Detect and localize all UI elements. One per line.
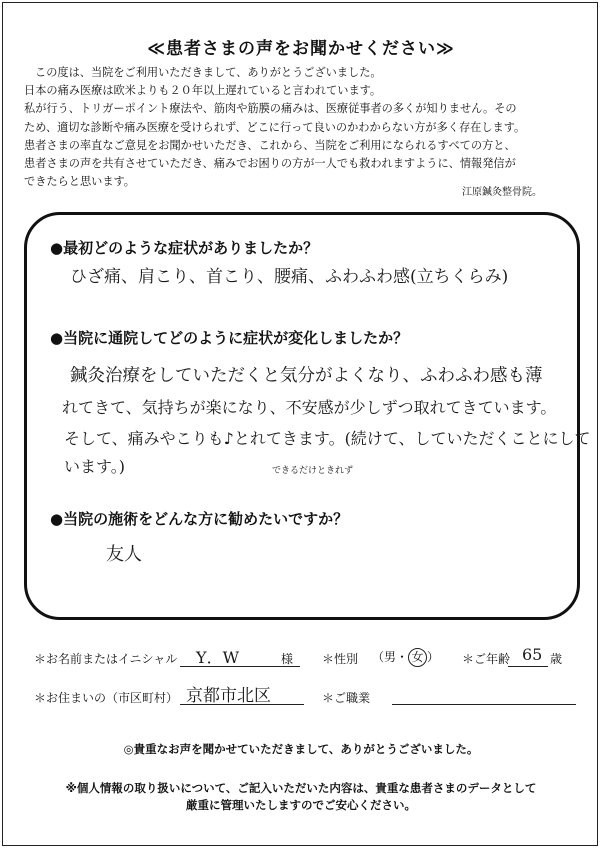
age-label: ＊ご年齢 — [462, 652, 511, 666]
intro-line: 患者さまの声を共有させていただき、痛みでお困りの方が一人でも救われますように、情報発信が — [24, 157, 516, 171]
gender-male[interactable]: 男 — [384, 650, 397, 664]
intro-line: 日本の痛み医療は欧米よりも２０年以上遅れていると言われています。 — [24, 84, 382, 98]
clinic-signature: 江原鍼灸整骨院。 — [462, 187, 542, 198]
answer-3: 友人 — [106, 544, 142, 565]
intro-line: ため、適切な診断や痛み医療を受けられず、どこに行って良いのかわからない方が多く存在します。 — [24, 120, 526, 134]
privacy-note-line1: ※個人情報の取り扱いについて、ご記入いただいた内容は、貴重な患者さまのデータとして — [65, 781, 537, 795]
thanks-note: ◎貴重なお声を聞かせていただきまして、ありがとうございました。 — [123, 742, 479, 756]
intro-line: 私が行う、トリガーポイント療法や、筋肉や筋膜の痛みは、医療従事者の多くが知りません。その — [24, 102, 517, 116]
age-underline — [508, 666, 548, 667]
name-label: ＊お名前またはイニシャル — [34, 652, 178, 666]
page-title: ≪患者さまの声をお聞かせください≫ — [147, 39, 455, 59]
answer-2-line: れてきて、気持ちが楽になり、不安感が少しずつ取れてきています。 — [62, 398, 557, 417]
answer-2-note: できるだけときれず — [272, 466, 354, 476]
answer-2-line: 鍼灸治療をしていただくと気分がよくなり、ふわふわ感も薄 — [70, 366, 543, 386]
answer-2-line: そして、痛みやこりも♪とれてきます。(続けて、していただくことにして — [64, 429, 591, 448]
answer-1: ひざ痛、肩こり、首こり、腰痛、ふわふわ感(立ちくらみ) — [70, 267, 509, 287]
occupation-underline — [392, 704, 576, 705]
gender-label: ＊性別 — [322, 652, 359, 666]
address-label: ＊お住まいの（市区町村） — [34, 691, 179, 705]
gender-options[interactable]: （男・ 女 ） — [372, 648, 439, 667]
question-3: ●当院の施術をどんな方に勧めたいですか？ — [50, 510, 349, 528]
name-value[interactable]: Y．W — [196, 648, 240, 667]
age-value[interactable]: 65 — [522, 645, 543, 664]
address-underline — [180, 704, 304, 705]
question-2: ●当院に通院してどのように症状が変化しましたか？ — [50, 329, 409, 347]
age-suffix: 歳 — [550, 652, 563, 666]
gender-female-circled[interactable]: 女 — [408, 648, 427, 667]
occupation-label: ＊ご職業 — [322, 691, 371, 705]
intro-text — [24, 64, 580, 191]
answer-2-line: います。) — [64, 457, 125, 476]
intro-line: この度は、当院をご利用いただきまして、ありがとうございました。 — [35, 66, 382, 79]
address-value[interactable]: 京都市北区 — [186, 686, 271, 706]
question-1: ●最初どのような症状がありましたか？ — [50, 239, 319, 257]
intro-line: 患者さまの率直なご意見をお聞かせいただき、これから、当院をご利用になられるすべての方と、 — [24, 138, 516, 152]
intro-line: できたらと思います。 — [24, 175, 135, 189]
privacy-note-line2: 厳重に管理いたしますのでご安心ください。 — [186, 798, 416, 812]
name-suffix: 様 — [281, 652, 294, 666]
